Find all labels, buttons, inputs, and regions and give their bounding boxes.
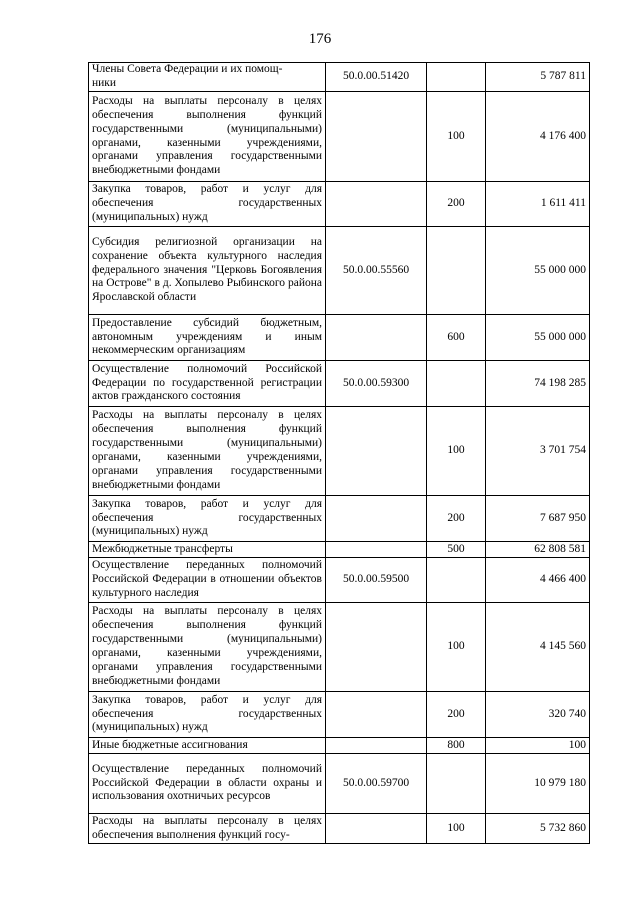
amount: 7 687 950 — [486, 496, 590, 542]
table-row — [89, 692, 590, 738]
table-row — [89, 407, 590, 496]
expense-type-code: 500 — [427, 542, 486, 558]
expense-name: Закупка товаров, работ и услуг для обеспечения государственных (муниципальных) нужд — [89, 496, 326, 542]
expense-name: Расходы на выплаты персоналу в целях обеспечения выполнения функций государственными (муниципальными) органами, казенными учреждениями, органами управления государственными внебюджетными фондами — [89, 92, 326, 182]
expense-type-code — [427, 63, 486, 92]
expense-type-code — [427, 754, 486, 814]
table-row — [89, 182, 590, 227]
page-number: 176 — [308, 31, 332, 47]
target-code — [326, 814, 427, 844]
expense-type-code: 100 — [427, 603, 486, 692]
expense-name: Субсидия религиозной организации на сохранение объекта культурного наследия федерального значения "Церковь Богоявления на Острове" в д. Хопылево Рыбинского района Ярославской области — [89, 227, 326, 315]
expense-name: Закупка товаров, работ и услуг для обеспечения государственных (муниципальных) нужд — [89, 692, 326, 738]
amount: 4 145 560 — [486, 603, 590, 692]
expense-name: Предоставление субсидий бюджетным, автономным учреждениям и иным некоммерческим организациям — [89, 315, 326, 361]
amount: 320 740 — [486, 692, 590, 738]
amount: 4 466 400 — [486, 558, 590, 603]
amount: 5 787 811 — [486, 63, 590, 92]
expense-name: Осуществление переданных полномочий Российской Федерации в области охраны и использования охотничьих ресурсов — [89, 754, 326, 814]
expense-type-code: 200 — [427, 496, 486, 542]
table-row — [89, 227, 590, 315]
table-row — [89, 92, 590, 182]
amount: 55 000 000 — [486, 315, 590, 361]
amount: 3 701 754 — [486, 407, 590, 496]
table-row — [89, 315, 590, 361]
expense-name: Иные бюджетные ассигнования — [89, 738, 326, 754]
budget-table — [88, 62, 590, 844]
table-row — [89, 814, 590, 844]
target-code — [326, 496, 427, 542]
expense-name: Расходы на выплаты персоналу в целях обеспечения выполнения функций госу- — [89, 814, 326, 844]
amount: 62 808 581 — [486, 542, 590, 558]
expense-name: Осуществление полномочий Российской Федерации по государственной регистрации актов гражданского состояния — [89, 361, 326, 407]
target-code — [326, 92, 427, 182]
expense-type-code: 200 — [427, 182, 486, 227]
table-row — [89, 603, 590, 692]
expense-name: Закупка товаров, работ и услуг для обеспечения государственных (муниципальных) нужд — [89, 182, 326, 227]
amount: 74 198 285 — [486, 361, 590, 407]
expense-name: Расходы на выплаты персоналу в целях обеспечения выполнения функций государственными (муниципальными) органами, казенными учреждениями, органами управления государственными внебюджетными фондами — [89, 603, 326, 692]
amount: 5 732 860 — [486, 814, 590, 844]
table-row — [89, 542, 590, 558]
amount: 10 979 180 — [486, 754, 590, 814]
target-code — [326, 407, 427, 496]
expense-name: Осуществление переданных полномочий Российской Федерации в отношении объектов культурного наследия — [89, 558, 326, 603]
table-row — [89, 496, 590, 542]
expense-type-code: 600 — [427, 315, 486, 361]
table-row — [89, 754, 590, 814]
target-code: 50.0.00.59300 — [326, 361, 427, 407]
expense-type-code — [427, 227, 486, 315]
amount: 4 176 400 — [486, 92, 590, 182]
expense-type-code: 100 — [427, 407, 486, 496]
target-code — [326, 182, 427, 227]
table-row — [89, 558, 590, 603]
target-code — [326, 315, 427, 361]
target-code: 50.0.00.59500 — [326, 558, 427, 603]
expense-name: Члены Совета Федерации и их помощ- ники — [89, 63, 326, 92]
target-code — [326, 542, 427, 558]
expense-type-code — [427, 558, 486, 603]
target-code — [326, 738, 427, 754]
target-code — [326, 692, 427, 738]
target-code: 50.0.00.59700 — [326, 754, 427, 814]
target-code: 50.0.00.55560 — [326, 227, 427, 315]
amount: 1 611 411 — [486, 182, 590, 227]
expense-type-code: 200 — [427, 692, 486, 738]
expense-type-code — [427, 361, 486, 407]
amount: 100 — [486, 738, 590, 754]
expense-name: Межбюджетные трансферты — [89, 542, 326, 558]
target-code: 50.0.00.51420 — [326, 63, 427, 92]
table-row — [89, 63, 590, 92]
expense-name: Расходы на выплаты персоналу в целях обеспечения выполнения функций государственными (муниципальными) органами, казенными учреждениями, органами управления государственными внебюджетными фондами — [89, 407, 326, 496]
expense-type-code: 800 — [427, 738, 486, 754]
table-row — [89, 738, 590, 754]
target-code — [326, 603, 427, 692]
expense-type-code: 100 — [427, 92, 486, 182]
table-row — [89, 361, 590, 407]
expense-type-code: 100 — [427, 814, 486, 844]
amount: 55 000 000 — [486, 227, 590, 315]
